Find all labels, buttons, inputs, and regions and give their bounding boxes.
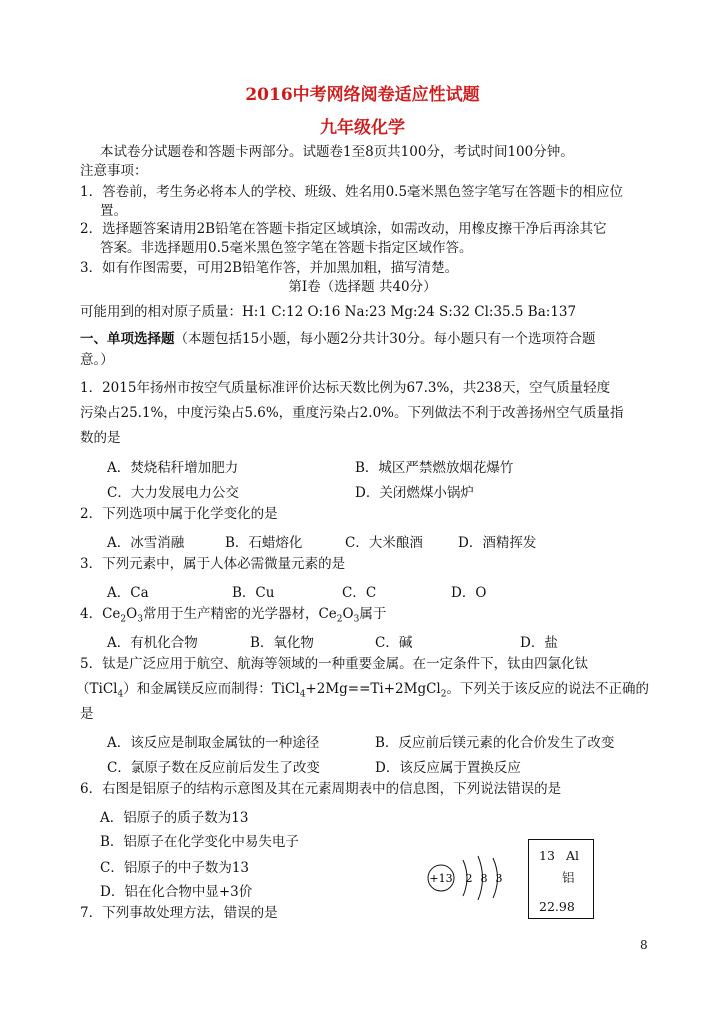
exam-title: 2016中考网络阅卷适应性试题 (245, 85, 480, 105)
question-5-stem: 5．钛是广泛应用于航空、航海等领域的一种重要金属。在一定条件下，钛由四氯化钛 (80, 656, 589, 672)
section-heading (80, 331, 680, 348)
question-1-stem: 1．2015年扬州市按空气质量标准评价达标天数比例为67.3%，共238天，空气质量轻度 (80, 380, 611, 396)
text-run: O (126, 606, 138, 622)
q6-option-d: D．铝在化合物中显+3价 (100, 884, 253, 900)
q5-option-d: D．该反应属于置换反应 (375, 760, 521, 776)
text-run: 常用于生产精密的光学器材，Ce (142, 606, 337, 622)
q5-option-a: A．该反应是制取金属钛的一种途径 (107, 735, 320, 751)
q2-option-a: A．冰雪消融 (107, 535, 185, 551)
notice-heading: 注意事项： (80, 163, 148, 179)
text-run: 。下列关于该反应的说法不正确的 (446, 681, 649, 697)
atomic-mass: 22.98 (539, 899, 575, 914)
aluminum-atom-diagram (425, 848, 515, 908)
question-1-stem: 数的是 (80, 430, 121, 446)
atomic-number: 13 (539, 848, 555, 863)
q1-option-c: C．大力发展电力公交 (107, 485, 239, 501)
q3-option-d: D．O (451, 585, 487, 601)
question-5-stem: 是 (80, 706, 94, 722)
q6-option-a: A．铝原子的质子数为13 (100, 810, 249, 826)
q6-option-b: B．铝原子在化学变化中易失电子 (100, 834, 299, 850)
q4-option-a: A．有机化合物 (107, 635, 198, 651)
subscript: 3 (353, 614, 360, 625)
question-4-stem (80, 606, 680, 629)
question-1-stem: 污染占25.1%，中度污染占5.6%，重度污染占2.0%。下列做法不利于改善扬州空气质量指 (80, 405, 624, 421)
shell-electron-count: 2 (465, 872, 473, 885)
nucleus-charge: +13 (429, 872, 453, 885)
q6-option-c: C．铝原子的中子数为13 (100, 860, 250, 876)
notice-line: 答案。非选择题用0.5毫米黑色签字笔在答题卡指定区域作答。 (100, 240, 473, 256)
subscript: 4 (117, 689, 124, 700)
subscript: 2 (120, 614, 127, 625)
q2-option-d: D．酒精挥发 (458, 535, 537, 551)
intro-text: 本试卷分试题卷和答题卡两部分。试题卷1至8页共100分，考试时间100分钟。 (100, 144, 574, 160)
question-7-stem: 7．下列事故处理方法，错误的是 (80, 905, 278, 921)
part-title: 第Ⅰ卷（选择题 共40分） (288, 279, 437, 295)
subscript: 2 (336, 614, 343, 625)
q2-option-b: B．石蜡熔化 (225, 535, 303, 551)
question-6-stem: 6．右图是铝原子的结构示意图及其在元素周期表中的信息图，下列说法错误的是 (80, 781, 562, 797)
subscript: 2 (440, 689, 447, 700)
atomic-masses: 可能用到的相对原子质量：H:1 C:12 O:16 Na:23 Mg:24 S:32 Cl:35.5 Ba:137 (80, 304, 577, 320)
text-run: （TiCl (76, 681, 118, 697)
q4-option-c: C．碱 (375, 635, 413, 651)
q3-option-b: B．Cu (232, 585, 275, 601)
section-label: 一、单项选择题 (80, 331, 175, 347)
notice-line: 2．选择题答案请用2B铅笔在答题卡指定区域填涂，如需改动，用橡皮擦干净后再涂其它 (80, 221, 607, 237)
question-2-stem: 2．下列选项中属于化学变化的是 (80, 506, 278, 522)
q1-option-d: D．关闭燃煤小锅炉 (355, 485, 474, 501)
text-run: +2Mg==Ti+2MgCl (305, 681, 441, 697)
element-symbol: Al (566, 848, 580, 863)
text-run: 属于 (359, 606, 387, 622)
element-name: 铝 (562, 870, 575, 885)
notice-line: 1．答卷前，考生务必将本人的学校、班级、姓名用0.5毫米黑色签字笔写在答题卡的相应位 (80, 184, 624, 200)
subscript: 3 (137, 614, 143, 625)
section-description: （本题包括15小题，每小题2分共计30分。每小题只有一个选项符合题 (174, 331, 596, 347)
notice-line: 置。 (100, 203, 127, 219)
question-5-stem (76, 681, 676, 704)
question-3-stem: 3．下列元素中，属于人体必需微量元素的是 (80, 556, 346, 572)
text-run: 4．Ce (80, 606, 121, 622)
page-number: 8 (640, 938, 648, 952)
exam-subtitle: 九年级化学 (320, 118, 405, 138)
shell-electron-count: 3 (495, 872, 503, 885)
q5-option-c: C．氯原子数在反应前后发生了改变 (107, 760, 320, 776)
subscript: 4 (299, 689, 306, 700)
q4-option-b: B．氧化物 (250, 635, 314, 651)
q4-option-d: D．盐 (520, 635, 558, 651)
q3-option-c: C．C (342, 585, 377, 601)
q2-option-c: C．大米酿酒 (345, 535, 423, 551)
text-run: O (342, 606, 354, 622)
q3-option-a: A．Ca (107, 585, 149, 601)
shell-electron-count: 8 (480, 872, 488, 885)
text-run: ）和金属镁反应而制得：TiCl (123, 681, 300, 697)
section-description-cont: 意。） (80, 352, 114, 368)
q1-option-a: A．焚烧秸秆增加肥力 (107, 460, 239, 476)
q1-option-b: B．城区严禁燃放烟花爆竹 (355, 460, 514, 476)
q5-option-b: B．反应前后镁元素的化合价发生了改变 (375, 735, 615, 751)
notice-line: 3．如有作图需要，可用2B铅笔作答，并加黑加粗，描写清楚。 (80, 260, 459, 276)
